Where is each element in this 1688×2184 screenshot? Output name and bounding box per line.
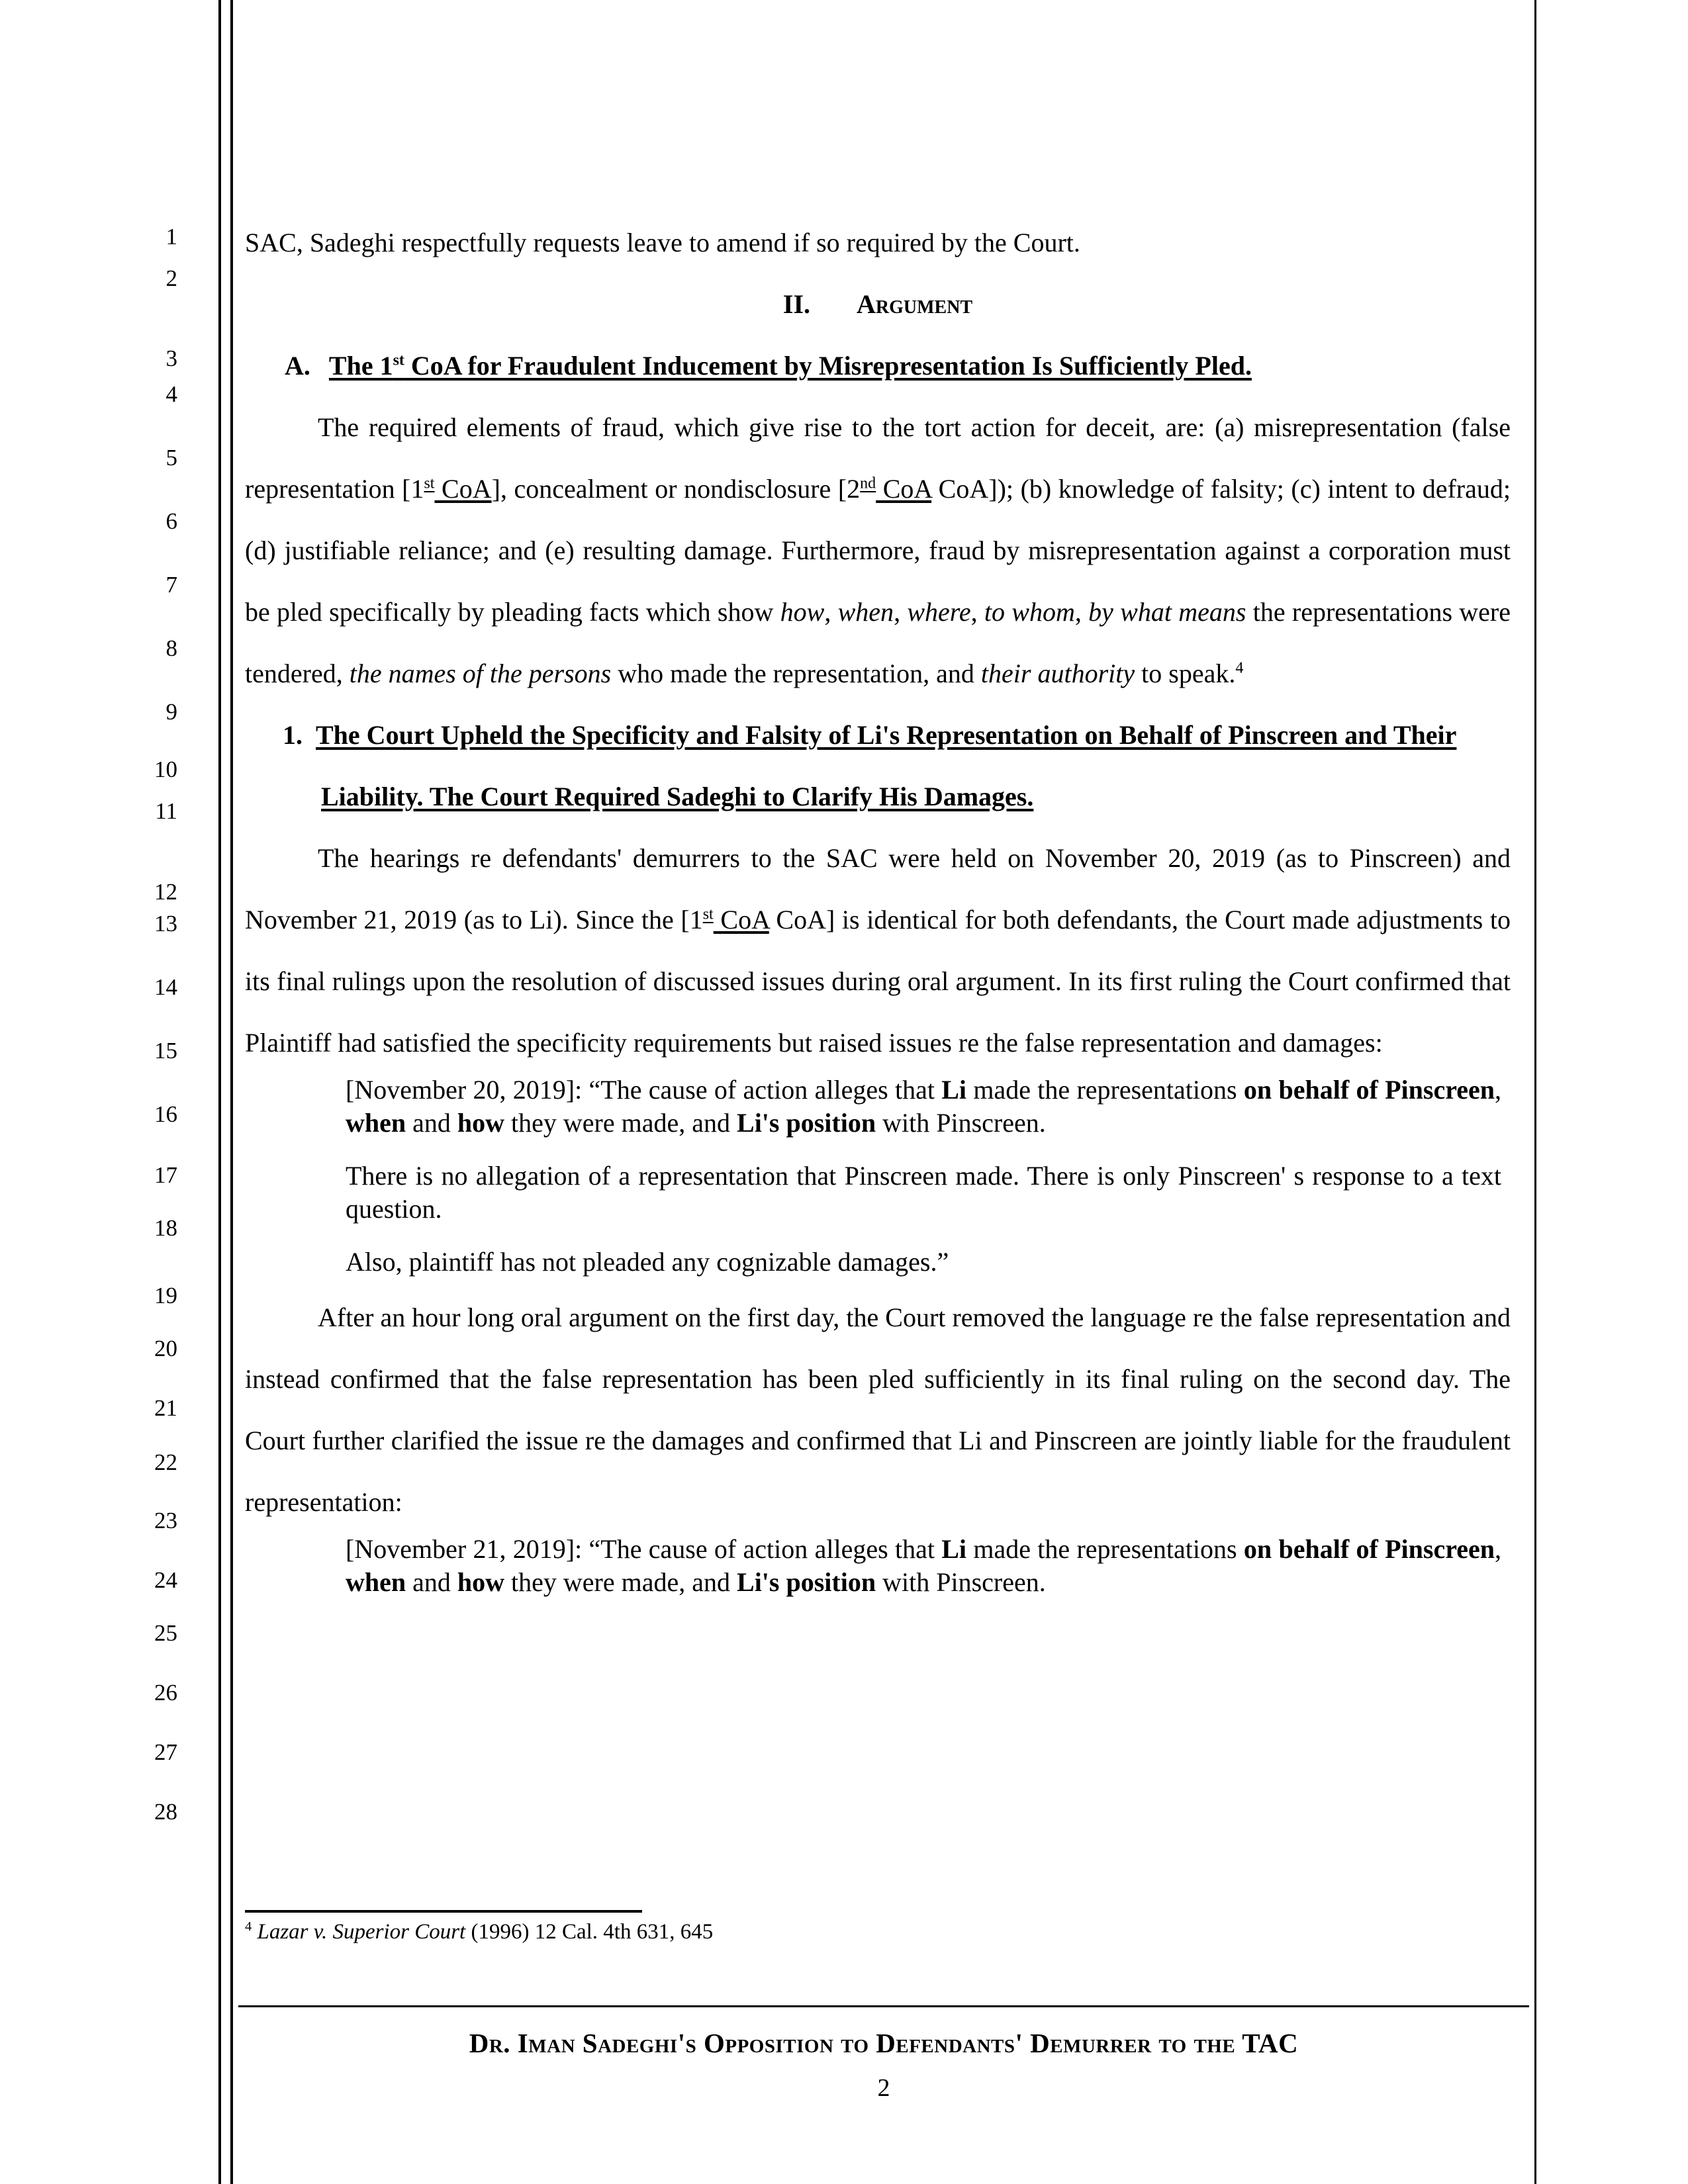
footer-separator-rule xyxy=(238,2005,1529,2007)
footer-title: Dr. Iman Sadeghi's Opposition to Defendants' Demurrer to the TAC xyxy=(469,2028,1299,2058)
line-number-9: 9 xyxy=(165,699,177,725)
frag-c1: , xyxy=(824,597,838,627)
q21-bold-onbehalf: on behalf of Pinscreen xyxy=(1243,1534,1495,1564)
footnote-case-name: Lazar v. Superior Court xyxy=(257,1920,466,1944)
line-number-20: 20 xyxy=(154,1336,177,1361)
q20-t5: they were made, and xyxy=(504,1108,737,1138)
line-number-26: 26 xyxy=(154,1680,177,1706)
footnote-citation: (1996) 12 Cal. 4th 631, 645 xyxy=(465,1920,714,1944)
line-number-14: 14 xyxy=(154,974,177,1000)
heading-a-text xyxy=(329,335,1511,396)
q21-t1: : “The cause of action alleges that xyxy=(575,1534,942,1564)
line-number-1: 1 xyxy=(165,224,177,250)
q20-bold-how: how xyxy=(457,1108,505,1138)
frag-t3: CoA]); (b) knowledge of falsity; (c) intent to defraud; (d) justifiable reliance; and (e) resulting damage. Furthermore, fraud by misrepresentation against a corporation must be pled specifically by pleading facts which show xyxy=(245,474,1511,627)
heading-sub-1-text: The Court Upheld the Specificity and Falsity of Li's Representation on Behalf of Pinscreen and Their Liability. The Court Required Sadeghi to Clarify His Damages. xyxy=(316,720,1457,811)
frag-t1: The required elements of fraud, which give rise to the tort action for deceit, are: (a) misrepresentation (false representation [1 xyxy=(245,412,1511,504)
q20-t2: made the representations xyxy=(966,1075,1244,1105)
line-number-19: 19 xyxy=(154,1283,177,1308)
frag-c4: , xyxy=(1074,597,1089,627)
blockquote-nov21 xyxy=(245,1533,1511,1599)
frag-it-authority: their authority xyxy=(980,659,1135,688)
q21-bold-li: Li xyxy=(941,1534,967,1564)
line-number-8: 8 xyxy=(165,635,177,661)
line-number-15: 15 xyxy=(154,1038,177,1064)
frag-c2: , xyxy=(894,597,908,627)
q21-t6: with Pinscreen. xyxy=(876,1567,1046,1597)
footnote-4 xyxy=(245,1918,1503,1946)
section-title: Argument xyxy=(857,289,973,319)
frag-it-how: how xyxy=(780,597,825,627)
q20-t4: and xyxy=(406,1108,457,1138)
section-numeral: II. xyxy=(782,289,811,319)
line-number-21: 21 xyxy=(154,1395,177,1421)
frag-h-coa: CoA xyxy=(713,905,769,934)
heading-a xyxy=(245,335,1511,396)
q20-bold-onbehalf: on behalf of Pinscreen xyxy=(1243,1075,1495,1105)
page-footer xyxy=(238,2005,1529,2103)
q21-t2: made the representations xyxy=(966,1534,1244,1564)
frag-t10: to speak. xyxy=(1135,659,1236,688)
q20-t1: : “The cause of action alleges that xyxy=(575,1075,942,1105)
line-number-16: 16 xyxy=(154,1101,177,1127)
paragraph-carryover: SAC, Sadeghi respectfully requests leave to amend if so required by the Court. xyxy=(245,228,1080,257)
frag-sup-2nd: nd xyxy=(860,475,876,492)
frag-it-bywhatmeans: by what means xyxy=(1088,597,1246,627)
line-number-24: 24 xyxy=(154,1567,177,1593)
frag-sup-1st: st xyxy=(424,475,435,492)
frag-coa2: CoA xyxy=(876,474,932,504)
document-body xyxy=(245,212,1511,1599)
frag-it-when: when xyxy=(837,597,894,627)
pleading-rule-left-outer xyxy=(218,0,221,2184)
q21-bold-how: how xyxy=(457,1567,505,1597)
footnote-marker-4: 4 xyxy=(1235,659,1244,677)
line-number-7: 7 xyxy=(165,572,177,598)
frag-t2: ], concealment or nondisclosure [2 xyxy=(491,474,861,504)
blockquote-nov20-a xyxy=(245,1073,1511,1140)
line-number-2: 2 xyxy=(165,265,177,291)
line-number-13: 13 xyxy=(154,911,177,936)
line-number-18: 18 xyxy=(154,1215,177,1241)
q20-t3: , xyxy=(1494,1075,1501,1105)
frag-t9: who made the representation, and xyxy=(611,659,981,688)
line-number-11: 11 xyxy=(155,798,177,824)
pleading-rule-right xyxy=(1534,0,1536,2184)
q21-t4: and xyxy=(406,1567,457,1597)
heading-a-ordinal-suffix: st xyxy=(393,351,404,369)
paragraph-after-hour: After an hour long oral argument on the first day, the Court removed the language re the false representation and instead confirmed that the false representation has been pled sufficiently in its final ruling on the second day. The Court further clarified the issue re the damages and confirmed that Li and Pinscreen are jointly liable for the fraudulent representation: xyxy=(245,1302,1511,1517)
q20-bold-liposition: Li's position xyxy=(737,1108,876,1138)
line-number-23: 23 xyxy=(154,1508,177,1533)
line-number-27: 27 xyxy=(154,1739,177,1765)
q20-bold-li: Li xyxy=(941,1075,967,1105)
frag-coa1: CoA xyxy=(434,474,492,504)
heading-sub-1-label: 1. xyxy=(283,720,303,750)
frag-c3: , xyxy=(970,597,984,627)
line-number-12: 12 xyxy=(154,879,177,905)
line-number-6: 6 xyxy=(165,508,177,534)
line-number-17: 17 xyxy=(154,1162,177,1188)
heading-a-text-part1: The 1 xyxy=(328,351,393,381)
section-heading-argument xyxy=(245,273,1511,335)
blockquote-nov20-b: There is no allegation of a representation that Pinscreen made. There is only Pinscreen' s response to a text question. xyxy=(346,1161,1501,1224)
heading-a-label: A. xyxy=(285,351,310,381)
line-number-22: 22 xyxy=(154,1449,177,1475)
body-column xyxy=(240,0,1524,2184)
frag-t8: the representations were tendered, xyxy=(245,597,1511,688)
frag-it-names: the names of the persons xyxy=(349,659,612,688)
q20-t6: with Pinscreen. xyxy=(876,1108,1046,1138)
q21-bold-liposition: Li's position xyxy=(737,1567,876,1597)
frag-it-where: where xyxy=(907,597,971,627)
frag-h-sup-1st: st xyxy=(702,905,714,923)
frag-h2: CoA] is identical for both defendants, the Court made adjustments to its final rulings upon the resolution of discussed issues during oral argument. In its first ruling the Court confirmed that Plaintiff had satisfied the specificity requirements but raised issues re the false representation and damages: xyxy=(245,905,1511,1058)
blockquote-nov20-c: Also, plaintiff has not pleaded any cognizable damages.” xyxy=(346,1247,949,1277)
quote-date-nov21: [November 21, 2019] xyxy=(346,1534,575,1564)
quote-date-nov20: [November 20, 2019] xyxy=(346,1075,575,1105)
q20-bold-when: when xyxy=(346,1108,406,1138)
heading-a-text-part2: CoA for Fraudulent Inducement by Misrepresentation Is Sufficiently Pled. xyxy=(404,351,1252,381)
q21-t5: they were made, and xyxy=(504,1567,737,1597)
heading-sub-1 xyxy=(245,704,1511,827)
line-number-5: 5 xyxy=(165,445,177,471)
paragraph-hearings xyxy=(245,827,1511,1073)
frag-it-towhom: to whom xyxy=(984,597,1075,627)
frag-h1: The hearings re defendants' demurrers to the SAC were held on November 20, 2019 (as to Pinscreen) and November 21, 2019 (as to Li). Since the [1 xyxy=(245,843,1511,934)
line-number-gutter xyxy=(0,0,205,2184)
paragraph-fraud-elements xyxy=(245,396,1511,704)
footer-page-number: 2 xyxy=(877,2074,890,2102)
line-number-4: 4 xyxy=(165,381,177,407)
pleading-rule-left-inner xyxy=(230,0,233,2184)
footnote-separator-rule xyxy=(245,1910,642,1913)
q21-t3: , xyxy=(1494,1534,1501,1564)
line-number-28: 28 xyxy=(154,1799,177,1825)
line-number-3: 3 xyxy=(165,345,177,371)
line-number-25: 25 xyxy=(154,1620,177,1646)
footnote-area xyxy=(245,1910,1503,1946)
q21-bold-when: when xyxy=(346,1567,406,1597)
line-number-10: 10 xyxy=(154,756,177,782)
footnote-number: 4 xyxy=(245,1919,252,1934)
